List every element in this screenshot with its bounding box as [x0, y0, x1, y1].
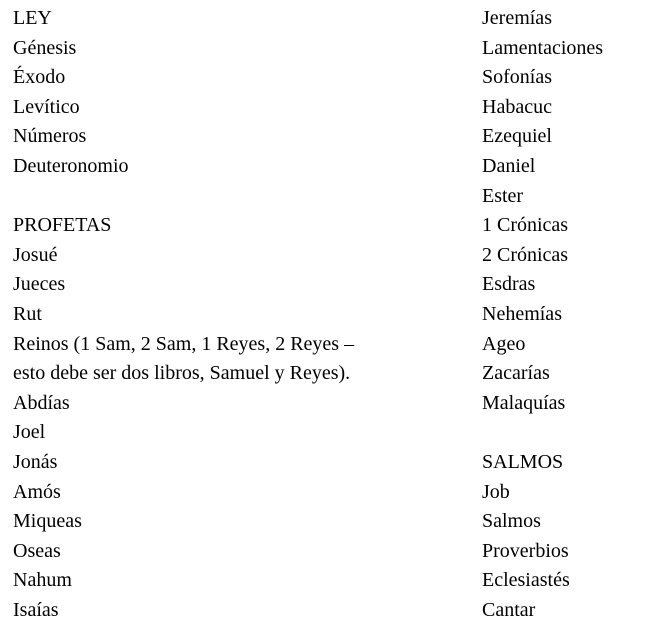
book-item: Reinos (1 Sam, 2 Sam, 1 Reyes, 2 Reyes – — [13, 332, 355, 355]
book-item: Salmos — [482, 510, 541, 533]
left-column — [13, 4, 463, 625]
book-item: Job — [482, 480, 510, 503]
book-item-note: esto debe ser dos libros, Samuel y Reyes). — [13, 362, 351, 385]
book-item: Joel — [13, 421, 46, 444]
book-item: Jueces — [13, 273, 66, 296]
book-item: Zacarías — [482, 362, 550, 385]
book-item: Génesis — [13, 36, 77, 59]
book-item: Rut — [13, 302, 42, 325]
book-item: Ageo — [482, 332, 526, 355]
book-item: Esdras — [482, 273, 536, 296]
book-item: Ezequiel — [482, 125, 552, 148]
book-item: Abdías — [13, 391, 70, 414]
book-item: Eclesiastés — [482, 569, 570, 592]
book-item: Malaquías — [482, 391, 566, 414]
section-spacer — [13, 182, 463, 212]
book-item: Amós — [13, 480, 61, 503]
book-item: Jonás — [13, 450, 58, 473]
right-column — [482, 4, 642, 625]
book-item: 2 Crónicas — [482, 243, 569, 266]
book-item: Isaías — [13, 598, 59, 621]
book-item: Lamentaciones — [482, 36, 604, 59]
section-spacer — [482, 418, 642, 448]
book-item: Cantar — [482, 598, 536, 621]
section-heading-profetas: PROFETAS — [13, 214, 112, 237]
book-item: Proverbios — [482, 539, 569, 562]
book-item: Miqueas — [13, 510, 82, 533]
book-item: Nehemías — [482, 302, 562, 325]
book-item: Josué — [13, 243, 58, 266]
section-heading-salmos: SALMOS — [482, 450, 564, 473]
book-item: 1 Crónicas — [482, 214, 569, 237]
book-item: Jeremías — [482, 7, 552, 29]
book-item: Deuteronomio — [13, 154, 129, 177]
section-heading-ley: LEY — [13, 7, 52, 29]
book-item: Nahum — [13, 569, 72, 592]
book-item: Habacuc — [482, 95, 552, 118]
book-item: Sofonías — [482, 66, 552, 89]
book-item: Daniel — [482, 154, 536, 177]
book-item: Oseas — [13, 539, 61, 562]
book-item: Ester — [482, 184, 524, 207]
book-item: Números — [13, 125, 87, 148]
book-item: Levítico — [13, 95, 80, 118]
book-item: Éxodo — [13, 66, 66, 89]
